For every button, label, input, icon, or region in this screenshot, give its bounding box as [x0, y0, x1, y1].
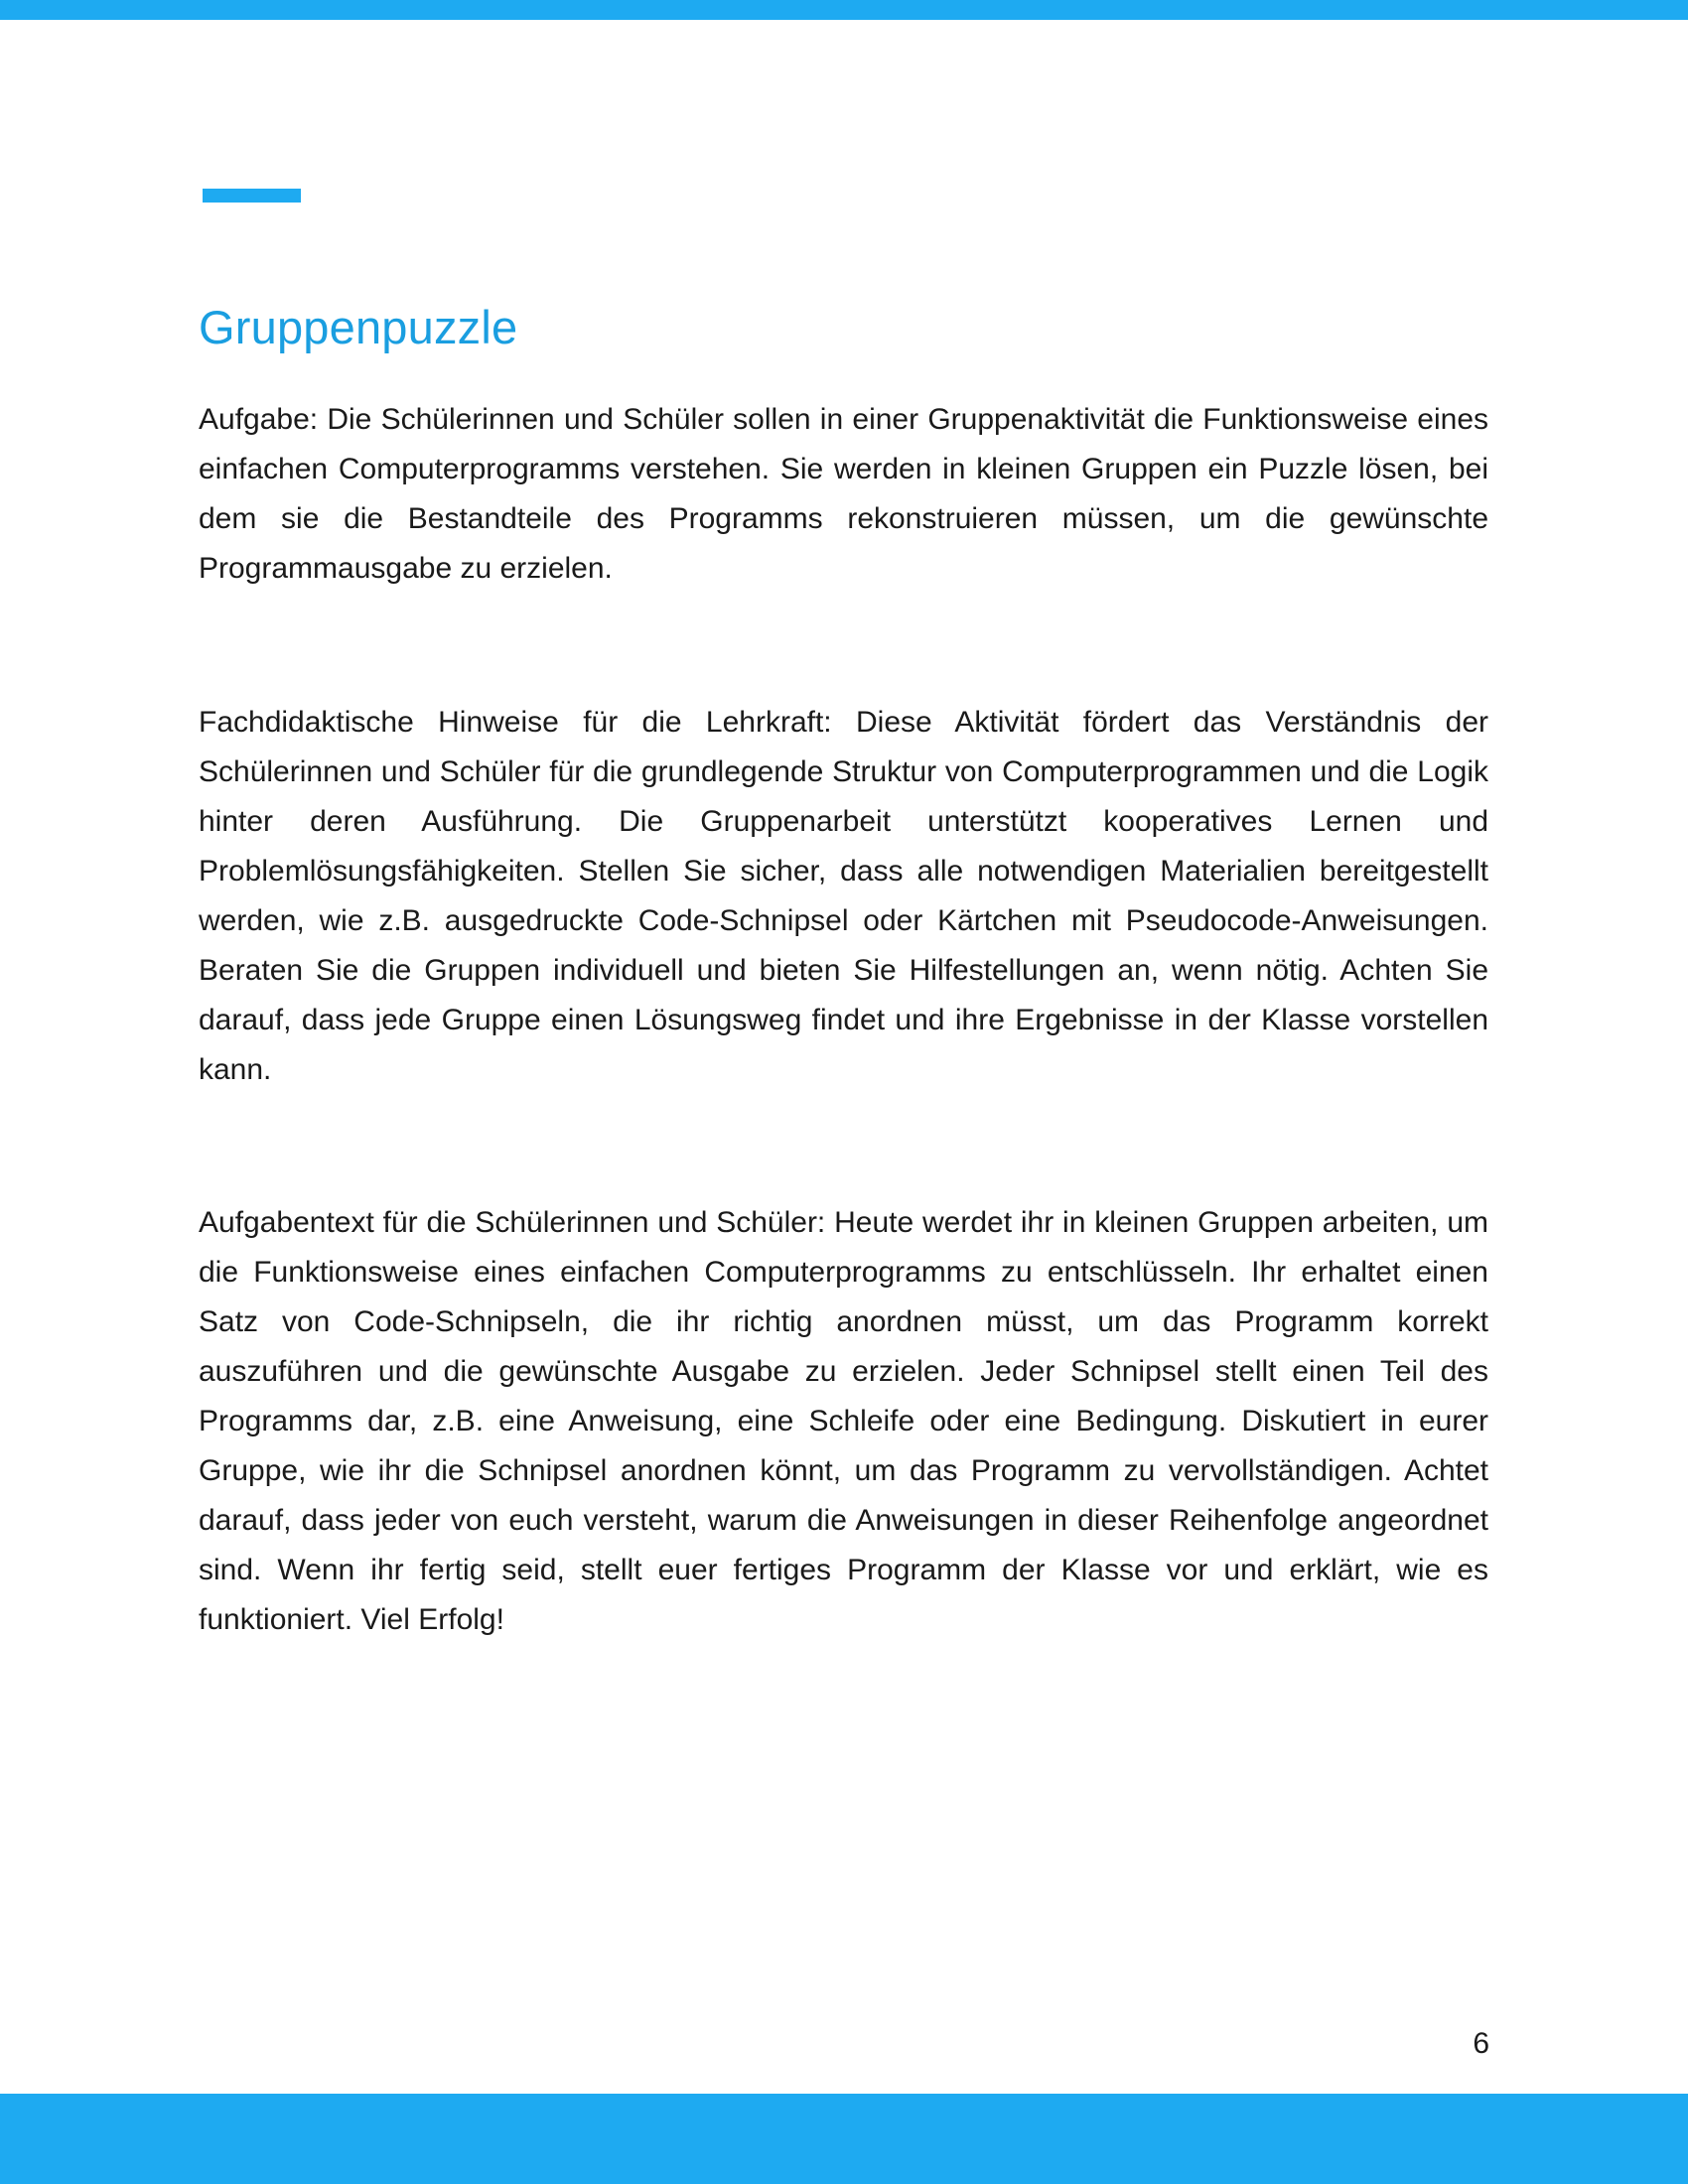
heading-accent-dash	[203, 189, 301, 203]
task-paragraph: Aufgabe: Die Schülerinnen und Schüler sollen in einer Gruppenaktivität die Funktionsweise eines einfachen Computerprogramms verstehen. Sie werden in kleinen Gruppen ein Puzzle lösen, bei dem sie die Bestandteile des Programms rekonstruieren müssen, um die gewünschte Programmausgabe zu erzielen.	[199, 403, 1488, 585]
page-title: Gruppenpuzzle	[199, 301, 518, 353]
bottom-accent-bar	[0, 2094, 1688, 2184]
top-accent-bar	[0, 0, 1688, 20]
teacher-notes-paragraph: Fachdidaktische Hinweise für die Lehrkraft: Diese Aktivität fördert das Verständnis der Schülerinnen und Schüler für die grundlegende Struktur von Computerprogrammen und die Logik hinter deren Ausführung. Die Gruppenarbeit unterstützt kooperatives Lernen und Problemlösungsfähigkeiten. Stellen Sie sicher, dass alle notwendigen Materialien bereitgestellt werden, wie z.B. ausgedruckte Code-Schnipsel oder Kärtchen mit Pseudocode-Anweisungen. Beraten Sie die Gruppen individuell und bieten Sie Hilfestellungen an, wenn nötig. Achten Sie darauf, dass jede Gruppe einen Lösungsweg findet und ihre Ergebnisse in der Klasse vorstellen kann.	[199, 706, 1488, 1086]
student-task-paragraph: Aufgabentext für die Schülerinnen und Schüler: Heute werdet ihr in kleinen Gruppen arbeiten, um die Funktionsweise eines einfachen Computerprogramms zu entschlüsseln. Ihr erhaltet einen Satz von Code-Schnipseln, die ihr richtig anordnen müsst, um das Programm korrekt auszuführen und die gewünschte Ausgabe zu erzielen. Jeder Schnipsel stellt einen Teil des Programms dar, z.B. eine Anweisung, eine Schleife oder eine Bedingung. Diskutiert in eurer Gruppe, wie ihr die Schnipsel anordnen könnt, um das Programm zu vervollständigen. Achtet darauf, dass jeder von euch versteht, warum die Anweisungen in dieser Reihenfolge angeordnet sind. Wenn ihr fertig seid, stellt euer fertiges Programm der Klasse vor und erklärt, wie es funktioniert. Viel Erfolg!	[199, 1206, 1488, 1636]
page-number: 6	[1473, 2027, 1489, 2060]
